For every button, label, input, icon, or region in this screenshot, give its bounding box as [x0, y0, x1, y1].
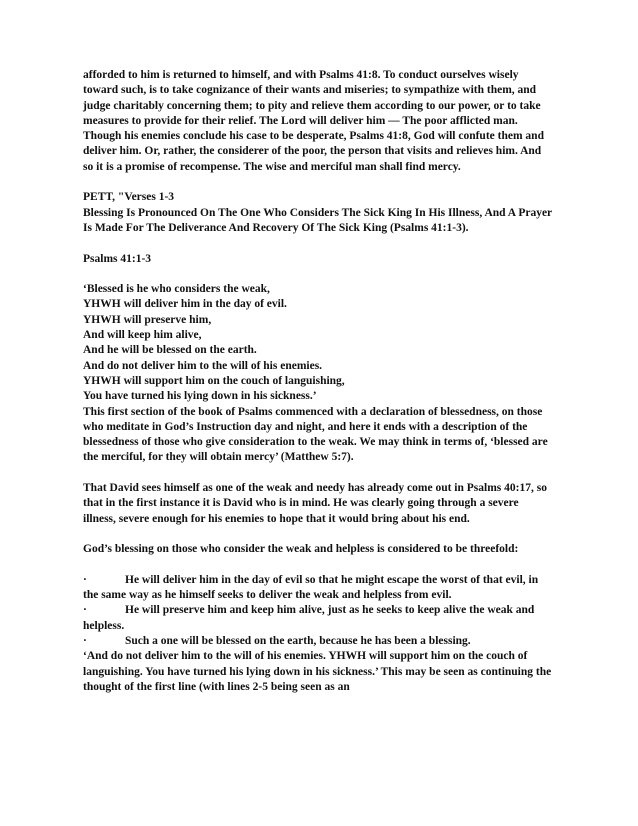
bullet-marker: · — [83, 604, 87, 617]
paragraph: ‘And do not deliver him to the will of his enemies. YHWH will support him on the couch of languishing. You have turned his lying down in his sickness.’ This may be seen as continuing the thought of the first line (with lines 2-5 being seen as an — [83, 650, 552, 693]
paragraph: afforded to him is returned to himself, and with Psalms 41:8. To conduct ourselves wisely toward such, is to take cognizance of their wants and miseries; to sympathize with them, and judge charitably concerning them; to pity and relieve them according to our power, or to take measures to provide for their relief. The Lord will deliver him — The poor afflicted man. Though his enemies conclude his case to be desperate, Psalms 41:8, God will confute them and deliver him. Or, rather, the considerer of the poor, the person that visits and relieves him. And so it is a promise of recompense. The wise and merciful man shall find mercy. — [83, 69, 544, 173]
paragraph: And do not deliver him to the will of his enemies. — [83, 359, 323, 372]
bullet-text: He will deliver him in the day of evil so that he might escape the worst of that evil, in the same way as he himself seeks to deliver the weak and helpless from evil. — [83, 573, 539, 602]
paragraph: And will keep him alive, — [83, 329, 202, 342]
paragraph-gap — [83, 466, 553, 481]
paragraph: Blessing Is Pronounced On The One Who Considers The Sick King In His Illness, And A Prayer Is Made For The Deliverance And Recovery Of The Sick King (Psalms 41:1-3). — [83, 206, 552, 234]
bullet-text: He will preserve him and keep him alive, just as he seeks to keep alive the weak and helpless. — [83, 604, 535, 632]
bullet-marker: · — [83, 634, 87, 647]
paragraph: YHWH will deliver him in the day of evil. — [83, 298, 287, 311]
paragraph: That David sees himself as one of the weak and needy has already come out in Psalms 40:17, so that in the first instance it is David who is in mind. He was clearly going through a severe illness, severe enough for his enemies to hope that it would bring about his end. — [83, 482, 547, 525]
paragraph: YHWH will preserve him, — [83, 313, 212, 326]
paragraph: ‘Blessed is he who considers the weak, — [83, 283, 270, 296]
paragraph-gap — [83, 175, 553, 190]
paragraph-gap — [83, 558, 553, 573]
paragraph: Psalms 41:1-3 — [83, 252, 152, 265]
bullet-text: Such a one will be blessed on the earth, because he has been a blessing. — [125, 634, 471, 647]
bullet-item — [83, 603, 553, 634]
paragraph: YHWH will support him on the couch of languishing, — [83, 374, 345, 387]
paragraph-gap — [83, 527, 553, 542]
paragraph: PETT, "Verses 1-3 — [83, 191, 175, 204]
paragraph: And he will be blessed on the earth. — [83, 344, 257, 357]
paragraph: This first section of the book of Psalms commenced with a declaration of blessedness, on those who meditate in God’s Instruction day and night, and here it ends with a description of the blessedness of those who give consideration to the weak. We may think in terms of, ‘blessed are the merciful, for they will obtain mercy’ (Matthew 5:7). — [83, 405, 548, 464]
bullet-marker: · — [83, 573, 87, 586]
bullet-item — [83, 634, 553, 649]
document-page — [83, 68, 553, 695]
paragraph-gap — [83, 236, 553, 251]
bullet-item — [83, 573, 553, 604]
paragraph: You have turned his lying down in his sickness.’ — [83, 390, 317, 403]
paragraph-gap — [83, 267, 553, 282]
paragraph: God’s blessing on those who consider the weak and helpless is considered to be threefold: — [83, 543, 519, 556]
